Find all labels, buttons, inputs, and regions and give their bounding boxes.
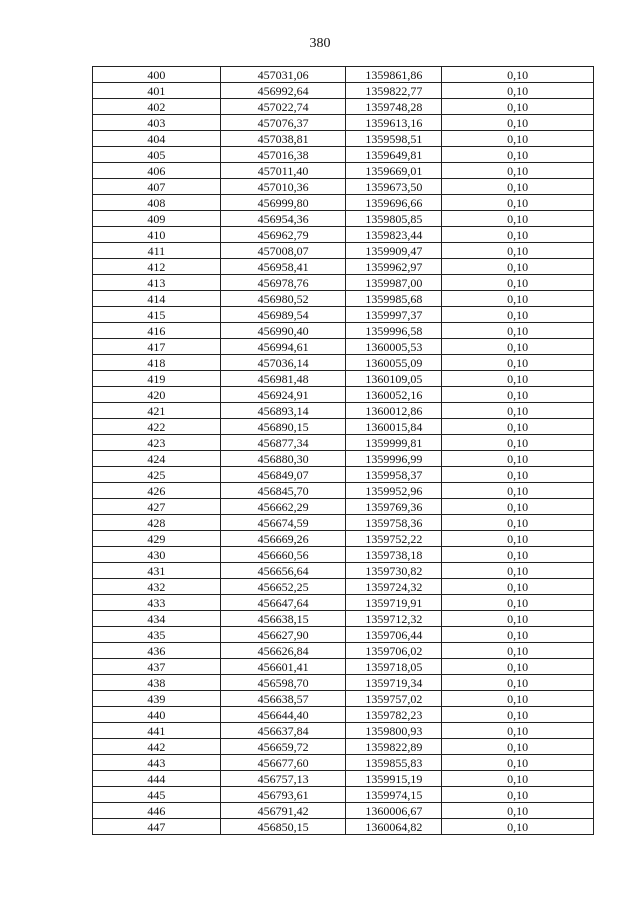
point-number-cell: 421 [93,403,221,419]
tolerance-cell: 0,10 [442,563,594,579]
tolerance-cell: 0,10 [442,83,594,99]
tolerance-cell: 0,10 [442,531,594,547]
table-row [93,659,594,675]
x-coordinate-cell: 456660,56 [220,547,346,563]
tolerance-cell: 0,10 [442,227,594,243]
x-coordinate-cell: 456880,30 [220,451,346,467]
x-coordinate-cell: 456877,34 [220,435,346,451]
y-coordinate-cell: 1360015,84 [346,419,442,435]
x-coordinate-cell: 456637,84 [220,723,346,739]
tolerance-cell: 0,10 [442,547,594,563]
x-coordinate-cell: 456989,54 [220,307,346,323]
y-coordinate-cell: 1359598,51 [346,131,442,147]
y-coordinate-cell: 1359738,18 [346,547,442,563]
x-coordinate-cell: 456669,26 [220,531,346,547]
point-number-cell: 433 [93,595,221,611]
tolerance-cell: 0,10 [442,419,594,435]
point-number-cell: 442 [93,739,221,755]
table-row [93,147,594,163]
x-coordinate-cell: 456990,40 [220,323,346,339]
y-coordinate-cell: 1359613,16 [346,115,442,131]
table-row [93,563,594,579]
tolerance-cell: 0,10 [442,643,594,659]
point-number-cell: 441 [93,723,221,739]
table-row [93,83,594,99]
table-row [93,387,594,403]
y-coordinate-cell: 1359909,47 [346,243,442,259]
point-number-cell: 424 [93,451,221,467]
point-number-cell: 428 [93,515,221,531]
tolerance-cell: 0,10 [442,755,594,771]
x-coordinate-cell: 456674,59 [220,515,346,531]
table-row [93,275,594,291]
x-coordinate-cell: 457010,36 [220,179,346,195]
table-row [93,803,594,819]
point-number-cell: 438 [93,675,221,691]
y-coordinate-cell: 1360052,16 [346,387,442,403]
tolerance-cell: 0,10 [442,451,594,467]
point-number-cell: 431 [93,563,221,579]
table-row [93,131,594,147]
y-coordinate-cell: 1359724,32 [346,579,442,595]
point-number-cell: 406 [93,163,221,179]
table-row [93,643,594,659]
x-coordinate-cell: 456793,61 [220,787,346,803]
point-number-cell: 425 [93,467,221,483]
point-number-cell: 411 [93,243,221,259]
x-coordinate-cell: 457038,81 [220,131,346,147]
point-number-cell: 402 [93,99,221,115]
tolerance-cell: 0,10 [442,435,594,451]
x-coordinate-cell: 456962,79 [220,227,346,243]
table-row [93,579,594,595]
tolerance-cell: 0,10 [442,483,594,499]
x-coordinate-cell: 456924,91 [220,387,346,403]
y-coordinate-cell: 1359669,01 [346,163,442,179]
table-row [93,451,594,467]
x-coordinate-cell: 456662,29 [220,499,346,515]
table-row [93,307,594,323]
tolerance-cell: 0,10 [442,739,594,755]
point-number-cell: 434 [93,611,221,627]
point-number-cell: 447 [93,819,221,835]
y-coordinate-cell: 1359706,02 [346,643,442,659]
tolerance-cell: 0,10 [442,611,594,627]
coordinates-table-body [93,67,594,835]
tolerance-cell: 0,10 [442,579,594,595]
tolerance-cell: 0,10 [442,499,594,515]
tolerance-cell: 0,10 [442,467,594,483]
point-number-cell: 401 [93,83,221,99]
y-coordinate-cell: 1359999,81 [346,435,442,451]
tolerance-cell: 0,10 [442,115,594,131]
y-coordinate-cell: 1359718,05 [346,659,442,675]
x-coordinate-cell: 456656,64 [220,563,346,579]
x-coordinate-cell: 456994,61 [220,339,346,355]
table-row [93,739,594,755]
point-number-cell: 443 [93,755,221,771]
y-coordinate-cell: 1359719,91 [346,595,442,611]
tolerance-cell: 0,10 [442,163,594,179]
point-number-cell: 446 [93,803,221,819]
x-coordinate-cell: 456638,15 [220,611,346,627]
point-number-cell: 412 [93,259,221,275]
point-number-cell: 444 [93,771,221,787]
x-coordinate-cell: 456849,07 [220,467,346,483]
y-coordinate-cell: 1359822,89 [346,739,442,755]
y-coordinate-cell: 1359823,44 [346,227,442,243]
y-coordinate-cell: 1359800,93 [346,723,442,739]
x-coordinate-cell: 457031,06 [220,67,346,83]
tolerance-cell: 0,10 [442,291,594,307]
y-coordinate-cell: 1360012,86 [346,403,442,419]
tolerance-cell: 0,10 [442,243,594,259]
tolerance-cell: 0,10 [442,307,594,323]
tolerance-cell: 0,10 [442,371,594,387]
y-coordinate-cell: 1359974,15 [346,787,442,803]
x-coordinate-cell: 456845,70 [220,483,346,499]
y-coordinate-cell: 1359822,77 [346,83,442,99]
y-coordinate-cell: 1359758,36 [346,515,442,531]
point-number-cell: 422 [93,419,221,435]
point-number-cell: 410 [93,227,221,243]
x-coordinate-cell: 456757,13 [220,771,346,787]
table-row [93,531,594,547]
point-number-cell: 439 [93,691,221,707]
table-row [93,499,594,515]
x-coordinate-cell: 456980,52 [220,291,346,307]
table-row [93,611,594,627]
point-number-cell: 427 [93,499,221,515]
point-number-cell: 440 [93,707,221,723]
table-row [93,259,594,275]
x-coordinate-cell: 457036,14 [220,355,346,371]
table-row [93,243,594,259]
table-row [93,419,594,435]
point-number-cell: 426 [93,483,221,499]
table-row [93,755,594,771]
table-row [93,627,594,643]
point-number-cell: 416 [93,323,221,339]
x-coordinate-cell: 456626,84 [220,643,346,659]
coordinates-table [92,66,594,835]
table-row [93,435,594,451]
tolerance-cell: 0,10 [442,259,594,275]
x-coordinate-cell: 456644,40 [220,707,346,723]
point-number-cell: 407 [93,179,221,195]
point-number-cell: 437 [93,659,221,675]
tolerance-cell: 0,10 [442,99,594,115]
table-row [93,163,594,179]
x-coordinate-cell: 456893,14 [220,403,346,419]
y-coordinate-cell: 1359915,19 [346,771,442,787]
y-coordinate-cell: 1359712,32 [346,611,442,627]
point-number-cell: 415 [93,307,221,323]
y-coordinate-cell: 1359696,66 [346,195,442,211]
y-coordinate-cell: 1360055,09 [346,355,442,371]
tolerance-cell: 0,10 [442,131,594,147]
y-coordinate-cell: 1359706,44 [346,627,442,643]
tolerance-cell: 0,10 [442,627,594,643]
x-coordinate-cell: 456677,60 [220,755,346,771]
table-row [93,771,594,787]
tolerance-cell: 0,10 [442,275,594,291]
tolerance-cell: 0,10 [442,339,594,355]
point-number-cell: 417 [93,339,221,355]
x-coordinate-cell: 456992,64 [220,83,346,99]
y-coordinate-cell: 1359805,85 [346,211,442,227]
table-row [93,483,594,499]
table-row [93,291,594,307]
x-coordinate-cell: 456999,80 [220,195,346,211]
y-coordinate-cell: 1359997,37 [346,307,442,323]
point-number-cell: 419 [93,371,221,387]
point-number-cell: 420 [93,387,221,403]
y-coordinate-cell: 1359748,28 [346,99,442,115]
point-number-cell: 409 [93,211,221,227]
point-number-cell: 405 [93,147,221,163]
table-row [93,403,594,419]
point-number-cell: 432 [93,579,221,595]
table-row [93,723,594,739]
x-coordinate-cell: 456638,57 [220,691,346,707]
y-coordinate-cell: 1359719,34 [346,675,442,691]
y-coordinate-cell: 1359757,02 [346,691,442,707]
x-coordinate-cell: 456598,70 [220,675,346,691]
point-number-cell: 414 [93,291,221,307]
y-coordinate-cell: 1359855,83 [346,755,442,771]
x-coordinate-cell: 456890,15 [220,419,346,435]
table-row [93,67,594,83]
x-coordinate-cell: 456652,25 [220,579,346,595]
point-number-cell: 403 [93,115,221,131]
y-coordinate-cell: 1359996,99 [346,451,442,467]
tolerance-cell: 0,10 [442,387,594,403]
tolerance-cell: 0,10 [442,195,594,211]
x-coordinate-cell: 457076,37 [220,115,346,131]
x-coordinate-cell: 456659,72 [220,739,346,755]
point-number-cell: 429 [93,531,221,547]
point-number-cell: 418 [93,355,221,371]
table-row [93,467,594,483]
table-row [93,515,594,531]
y-coordinate-cell: 1359673,50 [346,179,442,195]
point-number-cell: 423 [93,435,221,451]
y-coordinate-cell: 1359985,68 [346,291,442,307]
point-number-cell: 436 [93,643,221,659]
tolerance-cell: 0,10 [442,707,594,723]
x-coordinate-cell: 456601,41 [220,659,346,675]
y-coordinate-cell: 1359730,82 [346,563,442,579]
tolerance-cell: 0,10 [442,675,594,691]
table-row [93,547,594,563]
y-coordinate-cell: 1360064,82 [346,819,442,835]
point-number-cell: 400 [93,67,221,83]
table-row [93,675,594,691]
page-number: 380 [309,36,331,51]
table-row [93,323,594,339]
tolerance-cell: 0,10 [442,179,594,195]
tolerance-cell: 0,10 [442,403,594,419]
y-coordinate-cell: 1359987,00 [346,275,442,291]
point-number-cell: 445 [93,787,221,803]
x-coordinate-cell: 457008,07 [220,243,346,259]
x-coordinate-cell: 457016,38 [220,147,346,163]
table-row [93,115,594,131]
y-coordinate-cell: 1359752,22 [346,531,442,547]
table-row [93,691,594,707]
x-coordinate-cell: 456627,90 [220,627,346,643]
tolerance-cell: 0,10 [442,67,594,83]
tolerance-cell: 0,10 [442,819,594,835]
tolerance-cell: 0,10 [442,659,594,675]
y-coordinate-cell: 1359769,36 [346,499,442,515]
tolerance-cell: 0,10 [442,771,594,787]
x-coordinate-cell: 457022,74 [220,99,346,115]
y-coordinate-cell: 1360005,53 [346,339,442,355]
y-coordinate-cell: 1359962,97 [346,259,442,275]
x-coordinate-cell: 456981,48 [220,371,346,387]
point-number-cell: 413 [93,275,221,291]
x-coordinate-cell: 456647,64 [220,595,346,611]
tolerance-cell: 0,10 [442,147,594,163]
y-coordinate-cell: 1359958,37 [346,467,442,483]
table-row [93,355,594,371]
tolerance-cell: 0,10 [442,803,594,819]
table-row [93,371,594,387]
tolerance-cell: 0,10 [442,787,594,803]
table-row [93,179,594,195]
table-row [93,819,594,835]
table-row [93,211,594,227]
table-row [93,99,594,115]
y-coordinate-cell: 1359996,58 [346,323,442,339]
y-coordinate-cell: 1359861,86 [346,67,442,83]
point-number-cell: 408 [93,195,221,211]
point-number-cell: 404 [93,131,221,147]
tolerance-cell: 0,10 [442,323,594,339]
x-coordinate-cell: 456978,76 [220,275,346,291]
point-number-cell: 435 [93,627,221,643]
x-coordinate-cell: 456958,41 [220,259,346,275]
table-row [93,227,594,243]
tolerance-cell: 0,10 [442,355,594,371]
table-row [93,595,594,611]
tolerance-cell: 0,10 [442,211,594,227]
tolerance-cell: 0,10 [442,691,594,707]
point-number-cell: 430 [93,547,221,563]
y-coordinate-cell: 1360109,05 [346,371,442,387]
tolerance-cell: 0,10 [442,595,594,611]
x-coordinate-cell: 457011,40 [220,163,346,179]
y-coordinate-cell: 1359952,96 [346,483,442,499]
y-coordinate-cell: 1359782,23 [346,707,442,723]
x-coordinate-cell: 456954,36 [220,211,346,227]
table-row [93,195,594,211]
table-row [93,339,594,355]
tolerance-cell: 0,10 [442,723,594,739]
table-row [93,787,594,803]
tolerance-cell: 0,10 [442,515,594,531]
x-coordinate-cell: 456791,42 [220,803,346,819]
y-coordinate-cell: 1359649,81 [346,147,442,163]
x-coordinate-cell: 456850,15 [220,819,346,835]
y-coordinate-cell: 1360006,67 [346,803,442,819]
table-row [93,707,594,723]
